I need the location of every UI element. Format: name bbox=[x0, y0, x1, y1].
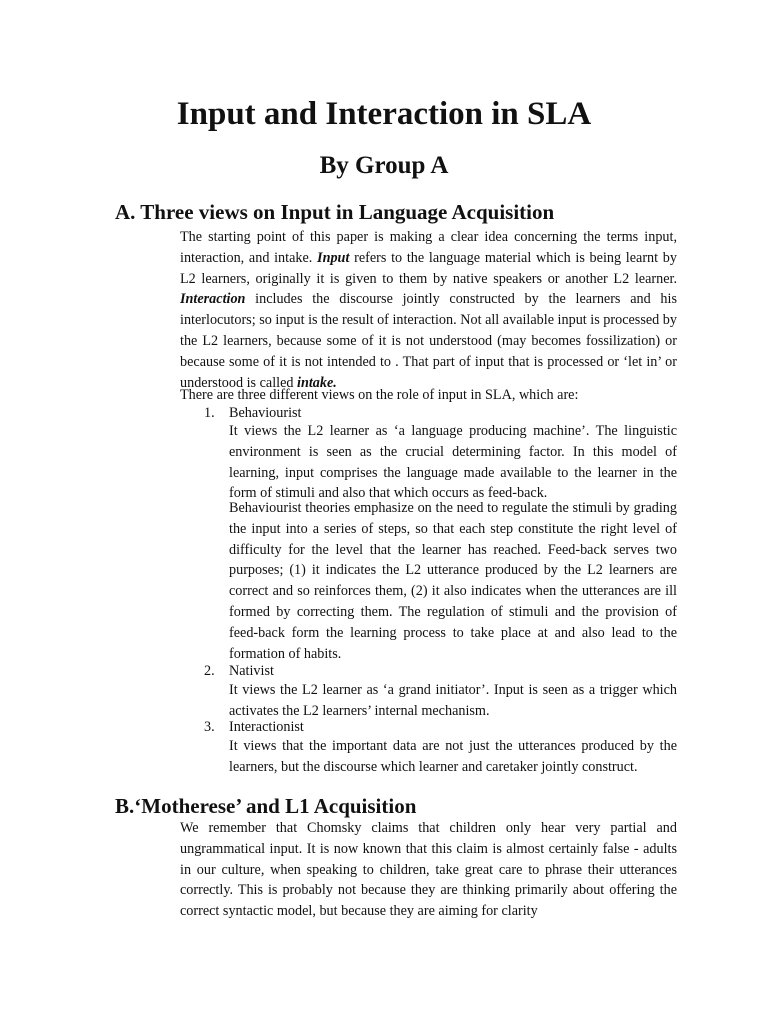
behaviourist-paragraph-2: Behaviourist theories emphasize on the need to regulate the stimuli by grading the input into a series of steps, so that each step constitute the right level of difficulty for the level that the learner has reached. Feed-back serves two purposes; (1) it indicates the L2 utterance produced by the L2 learners are correct and so reinforces them, (2) it also indicates when the utterances are ill formed by correcting them. The regulation of stimuli and the provision of feed-back form the learning process to take place at and also lead to the formation of habits. bbox=[229, 500, 677, 662]
list-label: Nativist bbox=[229, 663, 274, 679]
page-title: Input and Interaction in SLA bbox=[176, 96, 592, 132]
section-a-heading: A. Three views on Input in Language Acquisition bbox=[115, 200, 555, 224]
term-input: Input bbox=[317, 249, 350, 266]
views-intro: There are three different views on the role of input in SLA, which are: bbox=[180, 387, 579, 403]
page-subtitle: By Group A bbox=[319, 152, 449, 179]
intro-text-3: includes the discourse jointly constructed by the learners and his interlocutors; so input is the result of interaction. Not all available input is processed by the L2 learners, because some of it is not understood (may becomes fossilization) or because some of it is not intended to . That part of input that is processed or ‘let in’ or understood is called bbox=[180, 291, 677, 391]
list-number: 2. bbox=[204, 663, 215, 679]
section-b-heading: B.‘Motherese’ and L1 Acquisition bbox=[115, 794, 417, 818]
term-intake: intake. bbox=[297, 374, 337, 391]
list-number: 1. bbox=[204, 405, 215, 421]
list-item-nativist bbox=[204, 662, 274, 681]
intro-text-1: The starting point of this paper is making a clear idea concerning the terms input, interaction, and intake. bbox=[180, 229, 677, 266]
list-number: 3. bbox=[204, 719, 215, 735]
list-label: Interactionist bbox=[229, 719, 304, 735]
section-a-intro bbox=[180, 227, 677, 393]
interactionist-paragraph: It views that the important data are not just the utterances produced by the learners, but the discourse which learner and caretaker jointly construct. bbox=[229, 738, 677, 775]
nativist-paragraph: It views the L2 learner as ‘a grand initiator’. Input is seen as a trigger which activates the L2 learners’ internal mechanism. bbox=[229, 682, 677, 719]
list-item-interactionist bbox=[204, 718, 304, 737]
behaviourist-paragraph-1: It views the L2 learner as ‘a language producing machine’. The linguistic environment is seen as the crucial determining factor. In this model of learning, input comprises the language made available to the learner in the form of stimuli and also that which occurs as feed-back. bbox=[229, 423, 677, 502]
list-label: Behaviourist bbox=[229, 405, 302, 421]
section-b-paragraph: We remember that Chomsky claims that children only hear very partial and ungrammatical input. It is now known that this claim is almost certainly false - adults in our culture, when speaking to children, take great care to phrase their utterances correctly. This is probably not because they are thinking primarily about offering the correct syntactic model, but because they are aiming for clarity bbox=[180, 820, 677, 920]
term-interaction: Interaction bbox=[180, 291, 246, 308]
intro-text-2: refers to the language material which is being learnt by L2 learners, originally it is given to them by native speakers or another L2 learner. bbox=[180, 249, 677, 287]
